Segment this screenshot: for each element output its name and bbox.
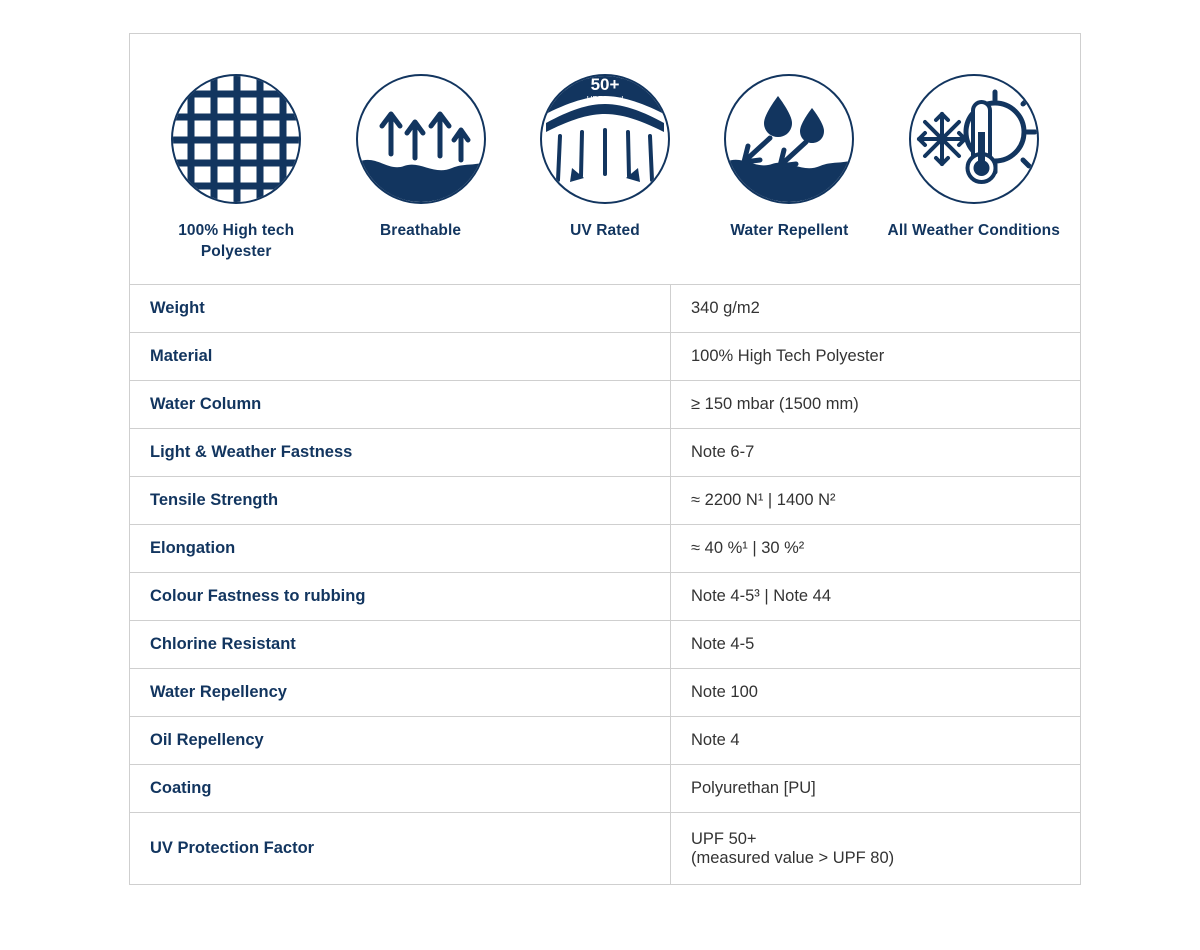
spec-label: Weight xyxy=(130,285,671,333)
spec-label: Water Column xyxy=(130,381,671,429)
table-row xyxy=(130,621,1081,669)
spec-value: 340 g/m2 xyxy=(671,285,1081,333)
spec-label: Water Repellency xyxy=(130,669,671,717)
spec-value xyxy=(671,813,1081,885)
feature-item-uv xyxy=(516,74,694,242)
table-row xyxy=(130,573,1081,621)
table-row xyxy=(130,429,1081,477)
spec-value: Note 4-5³ | Note 44 xyxy=(671,573,1081,621)
feature-item-water-repellent xyxy=(700,74,878,242)
spec-label: Colour Fastness to rubbing xyxy=(130,573,671,621)
spec-value: Note 100 xyxy=(671,669,1081,717)
spec-sheet xyxy=(129,33,1081,885)
table-row xyxy=(130,525,1081,573)
feature-icon-band xyxy=(129,33,1081,284)
spec-label: Light & Weather Fastness xyxy=(130,429,671,477)
spec-value: ≈ 40 %¹ | 30 %² xyxy=(671,525,1081,573)
spec-value-line2: (measured value > UPF 80) xyxy=(691,848,895,867)
spec-value: Note 4 xyxy=(671,717,1081,765)
feature-item-all-weather xyxy=(885,74,1063,242)
water-repellent-icon xyxy=(724,74,854,204)
spec-value: 100% High Tech Polyester xyxy=(671,333,1081,381)
feature-label: UV Rated xyxy=(570,222,640,239)
feature-item-breathable xyxy=(332,74,510,242)
spec-label: UV Protection Factor xyxy=(130,813,671,885)
uv-rated-icon xyxy=(540,74,670,204)
table-row xyxy=(130,765,1081,813)
spec-label: Oil Repellency xyxy=(130,717,671,765)
spec-value: Note 6-7 xyxy=(671,429,1081,477)
breathable-arrows-icon xyxy=(356,74,486,204)
table-row xyxy=(130,813,1081,885)
spec-label: Coating xyxy=(130,765,671,813)
svg-text:50+: 50+ xyxy=(590,76,620,94)
table-row xyxy=(130,285,1081,333)
spec-label: Tensile Strength xyxy=(130,477,671,525)
spec-value: ≥ 150 mbar (1500 mm) xyxy=(671,381,1081,429)
spec-value: Polyurethan [PU] xyxy=(671,765,1081,813)
feature-label: Water Repellent xyxy=(730,222,849,239)
all-weather-icon xyxy=(909,74,1039,204)
table-row xyxy=(130,477,1081,525)
spec-label: Elongation xyxy=(130,525,671,573)
spec-table xyxy=(129,284,1081,885)
feature-label: Breathable xyxy=(380,222,462,239)
table-row xyxy=(130,381,1081,429)
feature-label: All Weather Conditions xyxy=(887,222,1060,239)
feature-label: 100% High tech Polyester xyxy=(178,222,295,260)
table-row xyxy=(130,333,1081,381)
feature-item-polyester xyxy=(147,74,325,263)
spec-value: ≈ 2200 N¹ | 1400 N² xyxy=(671,477,1081,525)
fabric-grid-icon xyxy=(171,74,301,204)
table-row xyxy=(130,717,1081,765)
spec-label: Material xyxy=(130,333,671,381)
spec-label: Chlorine Resistant xyxy=(130,621,671,669)
svg-text:UPF rated: UPF rated xyxy=(586,95,624,104)
table-row xyxy=(130,669,1081,717)
spec-value: Note 4-5 xyxy=(671,621,1081,669)
spec-value-line1: UPF 50+ xyxy=(691,829,757,848)
